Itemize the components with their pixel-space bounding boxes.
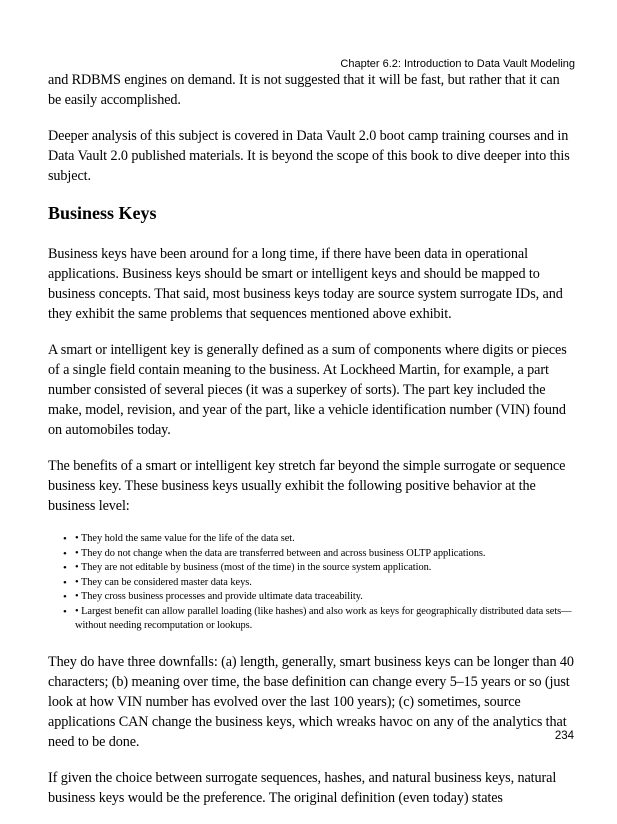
bullet-icon: • [63, 591, 67, 603]
paragraph-continuation: and RDBMS engines on demand. It is not suggested that it will be fast, but rather that it can be easily accomplished. [48, 72, 560, 108]
bullet-icon: • [63, 576, 67, 589]
list-item-text: • Largest benefit can allow parallel loading (like hashes) and also work as keys for geographically distributed data sets—without needing recomputation or lookups. [75, 605, 572, 631]
page-number: 234 [554, 730, 574, 742]
paragraph-deeper-analysis: Deeper analysis of this subject is covered in Data Vault 2.0 boot camp training courses and in Data Vault 2.0 published materials. It is beyond the scope of this book to dive deeper into this subject. [48, 128, 570, 184]
section-heading-business-keys: Business Keys [48, 203, 157, 223]
paragraph-smart-key-benefits: The benefits of a smart or intelligent key stretch far beyond the simple surrogate or sequence business key. These business keys usually exhibit the following positive behavior at the business level: [48, 458, 566, 514]
running-header: Chapter 6.2: Introduction to Data Vault Modeling [340, 58, 575, 70]
list-item [63, 532, 574, 547]
list-item [63, 547, 574, 562]
list-item-text: • They cross business processes and provide ultimate data traceability. [75, 591, 363, 602]
page-body [48, 70, 574, 824]
list-item-text: • They do not change when the data are transferred between and across business OLTP applications. [75, 547, 486, 559]
paragraph-downfalls: They do have three downfalls: (a) length, generally, smart business keys can be longer than 40 characters; (b) meaning over time, the base definition can change every 5–15 years or so (just look at how VIN number has evolved over the last 100 years); (c) sometimes, source applications CAN change the business keys, which wreaks havoc on any of the analytics that need to be done. [48, 653, 574, 750]
list-item [63, 576, 574, 591]
list-item-text: • They are not editable by business (most of the time) in the source system application. [75, 562, 432, 573]
list-item [63, 590, 574, 605]
bullet-icon: • [63, 562, 67, 574]
bullet-icon: • [63, 547, 67, 560]
bullet-icon: • [63, 605, 67, 618]
paragraph-business-keys-intro: Business keys have been around for a long time, if there have been data in operational applications. Business keys should be smart or intelligent keys and should be mapped to business concepts. That said, most business keys today are source system surrogate IDs, and they exhibit the same problems that sequences mentioned above exhibit. [48, 246, 563, 322]
paragraph-preference: If given the choice between surrogate sequences, hashes, and natural business keys, natural business keys would be the preference. The original definition (even today) states [48, 769, 557, 806]
benefits-bullet-list [48, 532, 574, 634]
bullet-icon: • [63, 533, 67, 545]
list-item-text: • They hold the same value for the life of the data set. [75, 533, 295, 544]
list-item [63, 605, 574, 634]
paragraph-smart-key-definition: A smart or intelligent key is generally defined as a sum of components where digits or pieces of a single field contain meaning to the business. At Lockheed Martin, for example, a part number consisted of several pieces (it was a superkey of sorts). The part key included the make, model, revision, and year of the part, like a vehicle identification number (VIN) found on automobiles today. [48, 342, 567, 438]
list-item-text: • They can be considered master data keys. [75, 576, 252, 588]
list-item [63, 561, 574, 576]
